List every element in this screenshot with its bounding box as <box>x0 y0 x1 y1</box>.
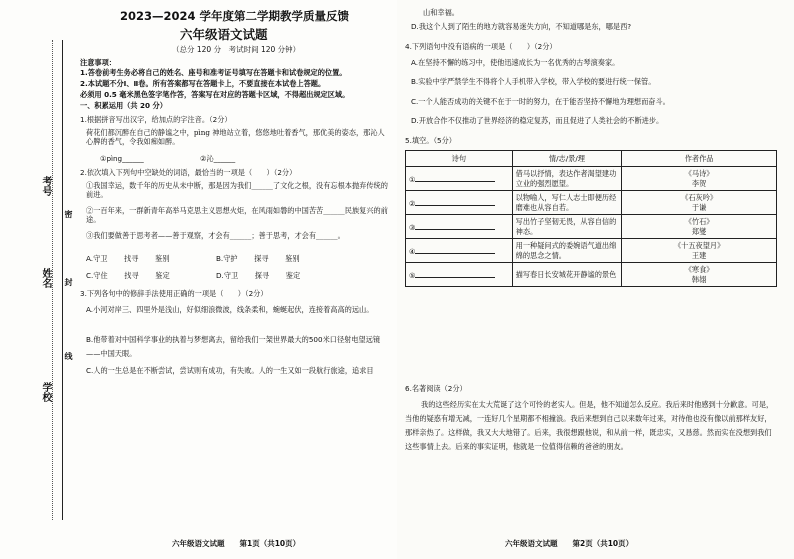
answer-blank[interactable] <box>415 222 495 230</box>
option-b-word-1: B.守护 <box>216 254 238 263</box>
poem-table-header <box>406 151 777 167</box>
page-2-footer: 六年级语文试题 第2页（共10页） <box>505 539 634 548</box>
binding-margin <box>0 0 72 559</box>
poem-table <box>405 150 777 287</box>
question-2-option-c <box>86 271 170 280</box>
seal-mi: 密 <box>64 210 73 218</box>
question-1-passage: 荷花们都沉醉在自己的静谧之中，pìng 神地站立着，悠悠地吐着香气，那优美的姿态，那沁人心脾的香气，令我如痴如醉。 <box>86 128 385 146</box>
option-a-word-1: A.守卫 <box>86 254 108 263</box>
question-3-option-a: A.小河对岸三、四里外是浅山，好似细浪微波，线条柔和，蜿蜒起伏，连接着高高的远山。 <box>86 305 374 314</box>
question-1-blank-1: ①pìng______ <box>100 154 144 163</box>
option-a-word-2: 找寻 <box>124 254 139 263</box>
notice-1: 1.答卷前考生务必将自己的姓名、座号和准考证号填写在答题卡和试卷规定的位置。 <box>80 68 347 77</box>
answer-blank[interactable] <box>415 270 495 278</box>
option-d-word-2: 探寻 <box>254 271 270 280</box>
notice-title: 注意事项： <box>80 58 116 67</box>
header-verse: 诗句 <box>406 151 513 167</box>
work-cell <box>622 239 777 263</box>
question-2-sentence-2: ②一百年来，一群新青年高举马克思主义思想火炬，在风雨如磐的中国苦苦______民族复兴的前途。 <box>86 206 388 224</box>
option-d-word-3: 鉴定 <box>285 271 301 280</box>
continued-line: 山和幸福。 <box>423 8 459 17</box>
table-row <box>406 191 777 215</box>
work-cell <box>622 167 777 191</box>
question-3-option-c: C.人的一生总是在不断尝试，尝试则有成功，有失败。人的一生又如一段航行旅途，追求目 <box>86 366 374 375</box>
work-title: 《寒食》 <box>684 264 714 274</box>
question-3-option-d: D.我这个人到了陌生的地方就容易迷失方向，不知道哪是东，哪是西? <box>411 22 632 31</box>
work-title: 《马诗》 <box>684 168 714 178</box>
work-title: 《竹石》 <box>684 216 714 226</box>
label-xingming: 姓名 <box>40 268 51 288</box>
work-title: 《石灰吟》 <box>681 192 718 202</box>
question-4-option-c: C.一个人能否成功的关键不在于一时的努力，在于能否坚持不懈地为理想而奋斗。 <box>411 97 670 106</box>
question-6: 6.名著阅读（2分） <box>405 384 467 393</box>
answer-blank[interactable] <box>415 198 495 206</box>
notice-2: 2.本试题不分Ⅰ、Ⅱ卷。所有答案都写在答题卡上，不要直接在本试卷上答题。 <box>80 79 326 88</box>
work-cell <box>622 191 777 215</box>
section-1-heading: 一、积累运用（共 20 分） <box>80 101 167 110</box>
verse-blank-cell[interactable]: ① <box>406 167 513 191</box>
page-1-footer: 六年级语文试题 第1页（共10页） <box>172 539 301 548</box>
notice-3: 必须用 0.5 毫米黑色签字笔作答，答案写在对应的答题卡区域，不得超出规定区域。 <box>80 90 350 99</box>
option-a-word-3: 鉴别 <box>155 254 170 263</box>
theme-cell: 描写春日长安城花开静谧的景色 <box>512 263 622 287</box>
question-1: 1.根据拼音写出汉字，给加点的字注音。（2分） <box>80 115 232 124</box>
table-row <box>406 263 777 287</box>
header-work: 作者作品 <box>622 151 777 167</box>
question-2-sentence-3: ③我们要做善于思考者——善于观察，才会有______；善于思考，才会有______。 <box>86 231 345 240</box>
question-5: 5.填空。（5分） <box>405 136 456 145</box>
work-cell <box>622 263 777 287</box>
verse-blank-cell[interactable]: ⑤ <box>406 263 513 287</box>
work-title: 《十五夜望月》 <box>673 240 725 250</box>
answer-blank[interactable] <box>415 246 495 254</box>
option-c-word-1: C.守住 <box>86 271 108 280</box>
question-6-passage: 我的这些经历实在太大荒诞了这个可怜的老实人。但是，他不知道怎么反应。我后来时他感到十分歉意。可是，当他的疑惑有增无减，一连好几个星期都不相撞浪。我后来想到自己以来数年过来，对待他也没有像以前那样友好，那样亲热了。这样做，我又大大地错了。后来，我很想跟他说，和从前一样，既忠实，又恳慈。然而实在没想到我们这些事情上去。后来的事实证明，他就是一位值得信赖的爸爸的朋友。 <box>405 400 774 451</box>
header-theme: 情/志/景/理 <box>512 151 622 167</box>
question-2-option-a <box>86 254 169 263</box>
table-row <box>406 215 777 239</box>
verse-blank-cell[interactable]: ② <box>406 191 513 215</box>
question-4-option-b: B.实验中学严禁学生不得将个人手机带入学校，带入学校的要进行统一保管。 <box>411 77 656 86</box>
option-d-word-1: D.守卫 <box>216 271 239 280</box>
question-4-option-a: A.在坚持不懈的练习中，使他迅速成长为一名优秀的古琴演奏家。 <box>411 58 620 67</box>
score-line: （总分 120 分 考试时间 120 分钟） <box>172 45 301 54</box>
question-3-option-b: B.他带着对中国科学事业的执着与梦想离去，留给我们一架世界最大的500米口径射电望远镜——中国天眼。 <box>86 335 381 358</box>
theme-cell: 借马以抒情，表达作者渴望建功立业的强烈愿望。 <box>512 167 622 191</box>
theme-cell: 用一种疑问式的委婉语气道出绵绵的思念之情。 <box>512 239 622 263</box>
seal-feng: 封 <box>64 278 73 286</box>
table-row <box>406 167 777 191</box>
work-author: 韩翃 <box>691 274 707 284</box>
exam-page-2 <box>397 0 794 559</box>
work-cell <box>622 215 777 239</box>
option-b-word-2: 探寻 <box>254 254 269 263</box>
table-row <box>406 239 777 263</box>
question-1-blank-2: ②沁______ <box>200 154 236 163</box>
verse-blank-cell[interactable]: ④ <box>406 239 513 263</box>
question-2-sentence-1: ①我国幸运，数千年的历史从未中断，那是因为我们______了文化之根，没有忘根本抛弃传统的前进。 <box>86 181 388 199</box>
theme-cell: 写出竹子坚韧无畏，从容自信的神态。 <box>512 215 622 239</box>
work-author: 郑燮 <box>691 226 707 236</box>
work-author: 李贺 <box>691 178 707 188</box>
option-c-word-3: 鉴定 <box>155 271 170 280</box>
theme-cell: 以物喻人，写仁人志士即便历经磨难也从容自若。 <box>512 191 622 215</box>
question-4-option-d: D.开放合作不仅推动了世界经济的稳定复苏，而且促进了人类社会的不断进步。 <box>411 116 664 125</box>
verse-blank-cell[interactable]: ③ <box>406 215 513 239</box>
option-c-word-2: 找寻 <box>124 271 139 280</box>
label-kaohao: 考号 <box>40 176 51 196</box>
exam-title: 2023—2024 学年度第二学期教学质量反馈 <box>120 9 350 23</box>
question-2-option-d <box>216 271 300 280</box>
work-author: 王建 <box>691 250 707 260</box>
question-4: 4.下列语句中没有语病的一项是（ ）（2分） <box>405 42 557 51</box>
label-xuexiao: 学校 <box>40 382 51 402</box>
exam-subtitle: 六年级语文试题 <box>180 27 268 42</box>
question-3: 3.下列各句中的修辞手法使用正确的一项是（ ）（2分） <box>80 289 268 298</box>
answer-blank[interactable] <box>415 174 495 182</box>
seal-xian: 线 <box>64 352 73 360</box>
question-2-option-b <box>216 254 300 263</box>
option-b-word-3: 鉴别 <box>285 254 300 263</box>
question-2: 2.依次填入下列句中空缺处的词语，最恰当的一项是（ ）（2分） <box>80 168 297 177</box>
work-author: 于谦 <box>691 202 707 212</box>
